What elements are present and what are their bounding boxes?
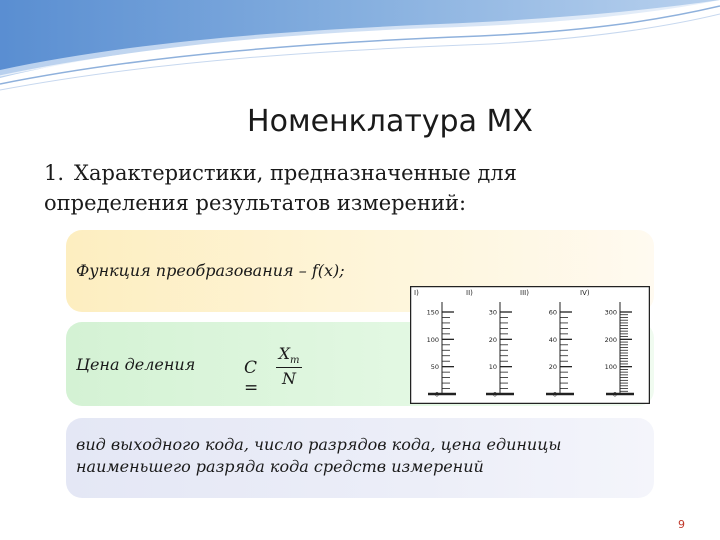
item-text: Функция преобразования – f(x); — [76, 261, 345, 280]
scale-tick-label: 10 — [488, 363, 497, 372]
lead-text: Характеристики, предназначенные для определения результатов измерений: — [44, 161, 517, 215]
formula-denominator: N — [282, 369, 296, 389]
header-decoration — [0, 0, 720, 95]
scale-tick-label: 0 — [434, 390, 439, 399]
scale-label: I) — [414, 289, 419, 297]
formula-fraction — [276, 344, 302, 388]
item-text: вид выходного кода, число разрядов кода, цена единицы наименьшего разряда кода средств измерений — [76, 435, 562, 476]
scale-tick-label: 50 — [430, 363, 439, 372]
scale-tick-label: 100 — [426, 335, 439, 344]
item-box-output-code — [66, 418, 654, 498]
scale-tick-label: 30 — [488, 308, 497, 317]
page-number: 9 — [678, 518, 685, 531]
scale-tick-label: 20 — [548, 363, 557, 372]
list-number: 1. — [44, 161, 65, 185]
scale-tick-label: 60 — [548, 308, 557, 317]
formula-lhs: C = — [244, 358, 259, 398]
measurement-scales-figure — [410, 286, 650, 404]
scale-label: IV) — [580, 289, 590, 297]
scale-tick-label: 40 — [548, 335, 557, 344]
formula-numerator: $X_m$ — [278, 344, 300, 367]
fraction-bar — [276, 367, 302, 368]
slide-title: Номенклатура МХ — [247, 104, 533, 139]
scale-label: III) — [520, 289, 529, 297]
scale-tick-label: 300 — [604, 308, 617, 317]
scale-tick-label: 0 — [552, 390, 557, 399]
scale-label: II) — [466, 289, 473, 297]
item-text: Цена деления — [76, 355, 196, 374]
scale-tick-label: 0 — [492, 390, 497, 399]
scale-tick-label: 0 — [612, 390, 617, 399]
lead-paragraph — [44, 158, 664, 218]
scale-tick-label: 150 — [426, 308, 439, 317]
scale-tick-label: 20 — [488, 335, 497, 344]
scale-tick-label: 100 — [604, 363, 617, 372]
scale-tick-label: 200 — [604, 335, 617, 344]
